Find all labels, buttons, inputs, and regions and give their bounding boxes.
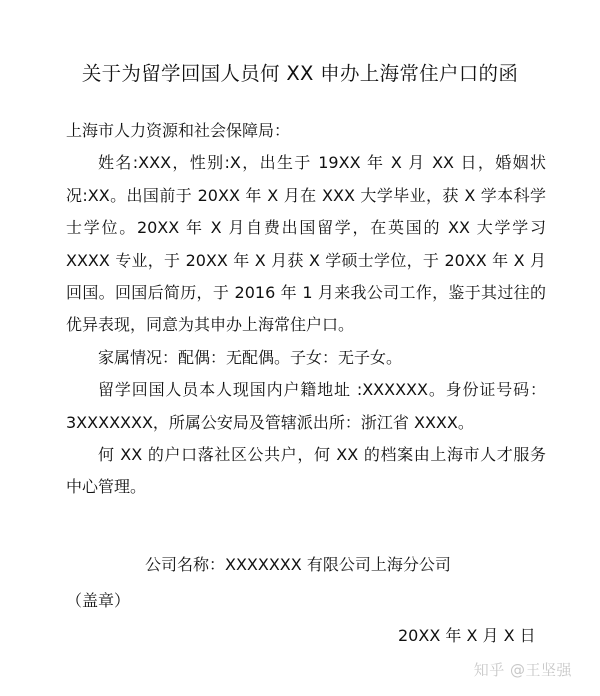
paragraph-household-address: 留学回国人员本人现国内户籍地址 :XXXXXX。身份证号码：3XXXXXXX，所属公安局及管辖派出所：浙江省 XXXX。 <box>66 380 546 432</box>
paragraph-family: 家属情况：配偶：无配偶。子女：无子女。 <box>98 347 403 367</box>
salutation: 上海市人力资源和社会保障局： <box>66 121 291 140</box>
letter-title: 关于为留学回国人员何 XX 申办上海常住户口的函 <box>81 62 519 85</box>
signature-company: 公司名称：XXXXXXX 有限公司上海分公司 <box>145 555 451 574</box>
signature-date: 20XX 年 X 月 X 日 <box>398 626 536 645</box>
signature-seal: （盖章） <box>66 591 131 610</box>
paragraph-archive: 何 XX 的户口落社区公共户，何 XX 的档案由上海市人才服务中心管理。 <box>66 445 546 497</box>
paragraph-personal-info: 姓名:XXX，性别:X，出生于 19XX 年 X 月 XX 日，婚姻状况:XX。出国前于 20XX 年 X 月在 XXX 大学毕业，获 X 学本科学士学位。20XX 年 X 月自费出国留学，在英国的 XX 大学学习 XXXX 专业，于 20XX 年 X 月获 X 学硕士学位，于 20XX 年 X 月回国。回国后简历，于 2016 年 1 月来我公司工作，鉴于其过往的优异表现，同意为其申办上海常住户口。 <box>66 153 546 335</box>
letter-body <box>66 115 546 504</box>
watermark: 知乎 @王坚强 <box>473 661 572 679</box>
